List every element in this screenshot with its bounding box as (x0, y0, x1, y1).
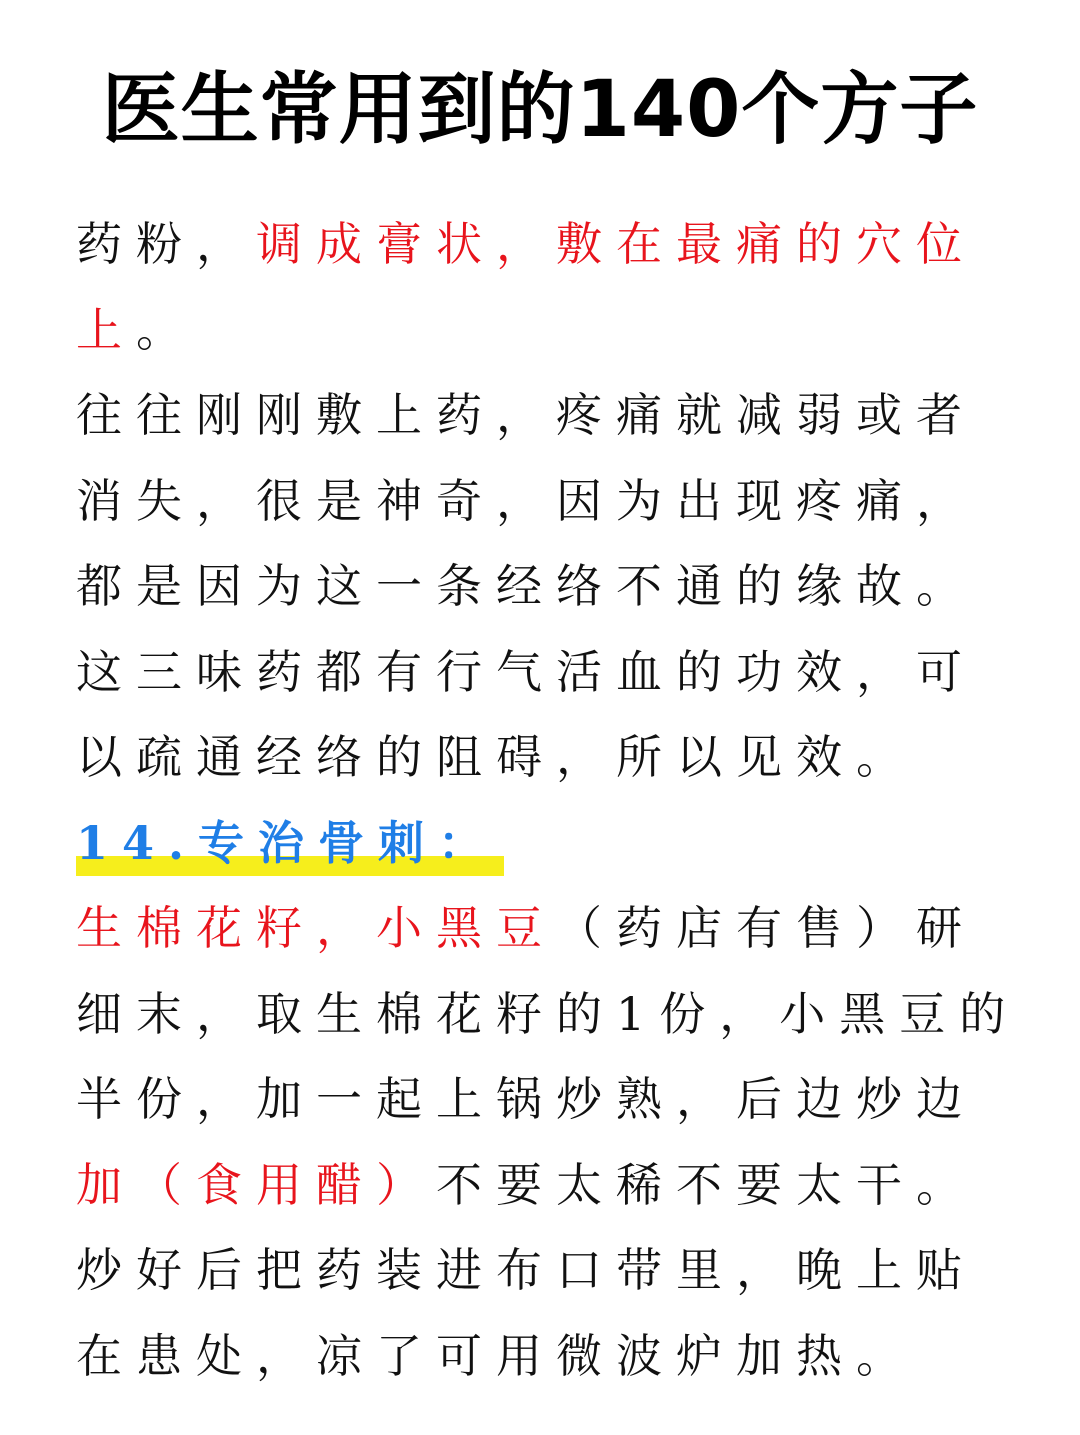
text-line: 消失，很是神奇，因为出现疼痛， (76, 473, 976, 528)
text-segment: 不要太稀不要太干。 (436, 1157, 976, 1212)
text-line: 细末，取生棉花籽的1份，小黑豆的 (76, 986, 1020, 1041)
text-line: 半份，加一起上锅炒熟，后边炒边 (76, 1072, 976, 1126)
emphasis-text: 生棉花籽，小黑豆 (76, 901, 556, 955)
emphasis-text: 上 (76, 302, 136, 357)
text-line: 往往刚刚敷上药，疼痛就减弱或者 (76, 388, 976, 442)
text-line: 都是因为这一条经络不通的缘故。 (76, 559, 976, 613)
text-line: 这三味药都有行气活血的功效，可 (76, 644, 976, 699)
text-line (76, 1143, 1036, 1229)
text-line: 炒好后把药装进布口带里，晚上贴 (76, 1243, 976, 1297)
text-line: 以疏通经络的阻碍，所以见效。 (76, 730, 916, 784)
section-heading-text: 14.专治骨刺： (76, 815, 499, 870)
text-line (76, 886, 1036, 972)
page-title: 医生常用到的140个方子 (101, 65, 979, 155)
article-body (76, 202, 1036, 1399)
text-line (76, 288, 1036, 374)
emphasis-text: 加（食用醋） (76, 1157, 436, 1212)
text-line: 在患处，凉了可用微波炉加热。 (76, 1328, 916, 1383)
text-segment: 药粉， (76, 217, 256, 271)
section-heading-line (76, 801, 1036, 887)
emphasis-text: 调成膏状，敷在最痛的穴位 (256, 217, 976, 271)
section-heading (76, 801, 498, 887)
text-line (76, 202, 1036, 288)
text-segment: 。 (136, 302, 196, 357)
text-segment: （药店有售）研 (556, 901, 976, 955)
